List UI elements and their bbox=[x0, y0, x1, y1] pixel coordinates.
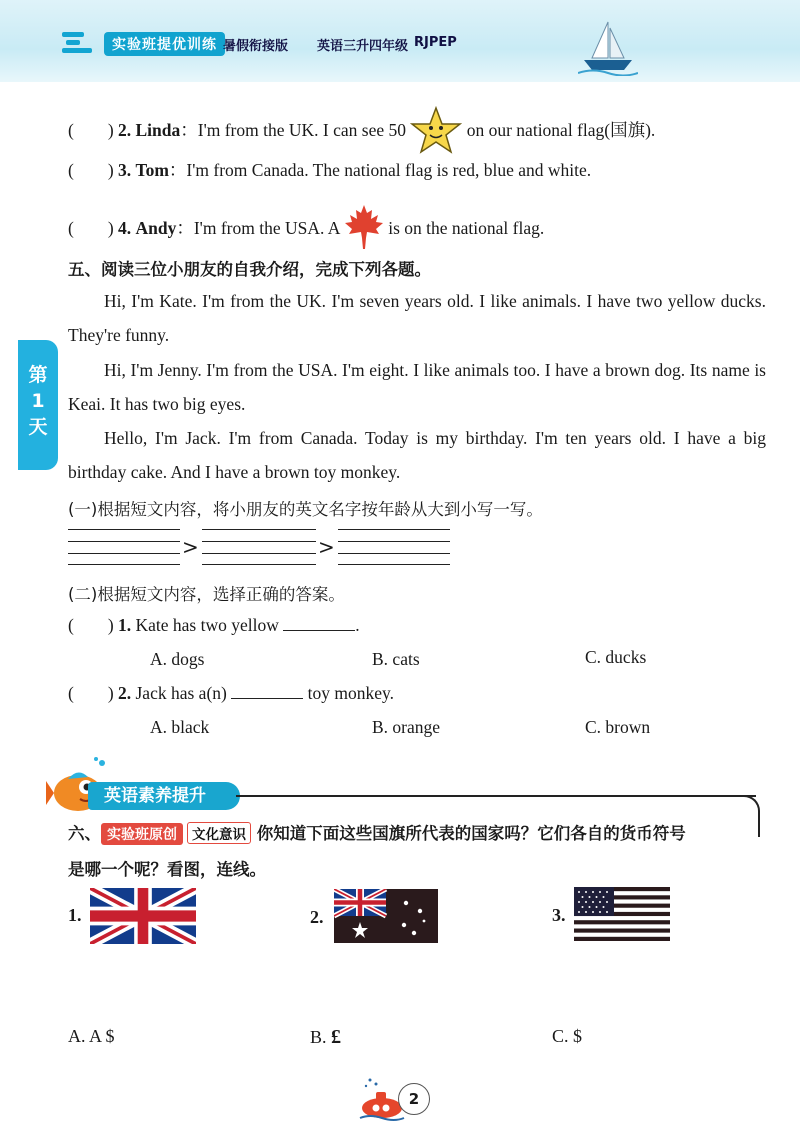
passage-jack: Hello, I'm Jack. I'm from Canada. Today is my birthday. I'm ten years old. I have a big birthday cake. And I have a brown toy monkey. bbox=[68, 428, 766, 482]
currency-option-c[interactable]: C. $ bbox=[552, 1026, 583, 1046]
day-tab-line3: 天 bbox=[28, 416, 48, 438]
culture-tag: 文化意识 bbox=[187, 822, 251, 844]
option-a[interactable]: A. black bbox=[150, 717, 210, 737]
fill-blank[interactable] bbox=[283, 616, 355, 631]
answer-paren-open[interactable]: ( bbox=[68, 615, 74, 635]
q4-item-2: ( ) 2. Linda：I'm from the UK. I can see 50 on our national flag(国旗). bbox=[68, 106, 655, 154]
fill-blank[interactable] bbox=[231, 684, 303, 699]
page-number: 2 bbox=[398, 1083, 430, 1115]
currency-symbol: £ bbox=[331, 1026, 342, 1048]
currency-symbol: $ bbox=[573, 1026, 583, 1046]
day-tab-line2: 1 bbox=[31, 390, 45, 412]
section-banner: 英语素养提升 bbox=[88, 782, 240, 810]
brand-title: 实验班提优训练 bbox=[104, 32, 225, 56]
answer-paren-open[interactable]: ( bbox=[68, 683, 74, 703]
passage-kate: Hi, I'm Kate. I'm from the UK. I'm seven years old. I like animals. I have two yellow ducks. They're funny. bbox=[68, 291, 766, 345]
subject-label: 英语三升四年级 bbox=[317, 39, 409, 54]
choice-question-2: ( ) 2. Jack has a(n) toy monkey. bbox=[68, 683, 394, 703]
uk-flag-icon[interactable] bbox=[90, 888, 196, 944]
option-b[interactable]: B. orange bbox=[372, 717, 441, 737]
section6-title: 六、 实验班原创 文化意识 你知道下面这些国旗所代表的国家吗？它们各自的货币符号 bbox=[68, 824, 686, 843]
q4-item-4: ( ) 4. Andy：I'm from the USA. A is on the national flag. bbox=[68, 204, 544, 250]
usa-flag-icon[interactable] bbox=[574, 887, 670, 941]
currency-option-a[interactable]: A. A $ bbox=[68, 1026, 115, 1046]
speaker-name: Andy bbox=[135, 218, 177, 238]
greater-than-sign: > bbox=[182, 535, 199, 559]
greater-than-sign: > bbox=[318, 535, 335, 559]
speaker-name: Tom bbox=[135, 160, 169, 180]
q4-item-3: ( ) 3. Tom：I'm from Canada. The national flag is red, blue and white. bbox=[68, 160, 592, 180]
page-header bbox=[0, 0, 800, 82]
option-c[interactable]: C. brown bbox=[585, 717, 651, 737]
choice-question-1: ( ) 1. Kate has two yellow . bbox=[68, 615, 360, 635]
part1-title: (一)根据短文内容，将小朋友的英文名字按年龄从大到小写一写。 bbox=[68, 500, 543, 519]
answer-paren-close: ) bbox=[107, 160, 114, 180]
sailboat-icon bbox=[578, 18, 638, 76]
flag-number: 3. bbox=[552, 905, 566, 925]
day-tab bbox=[18, 340, 58, 470]
answer-line[interactable] bbox=[202, 529, 316, 530]
answer-paren-open[interactable]: ( bbox=[68, 218, 74, 238]
option-c[interactable]: C. ducks bbox=[585, 647, 647, 667]
option-b[interactable]: B. cats bbox=[372, 649, 420, 669]
answer-line[interactable] bbox=[68, 529, 180, 530]
answer-paren-close: ) bbox=[107, 120, 114, 140]
version-label: RJPEP bbox=[414, 35, 457, 50]
section6-title-line2: 是哪一个呢？看图，连线。 bbox=[68, 860, 266, 879]
original-tag: 实验班原创 bbox=[101, 823, 183, 845]
star-icon bbox=[410, 106, 462, 154]
flag-number: 1. bbox=[68, 905, 82, 925]
australia-flag-icon[interactable] bbox=[334, 889, 438, 943]
option-a[interactable]: A. dogs bbox=[150, 649, 205, 669]
maple-leaf-icon bbox=[344, 204, 384, 250]
flag-number: 2. bbox=[310, 907, 324, 927]
answer-paren-close: ) bbox=[107, 615, 114, 635]
answer-paren-close: ) bbox=[107, 218, 114, 238]
passage-jenny: Hi, I'm Jenny. I'm from the USA. I'm eight. I like animals too. I have a brown dog. Its name is Keai. It has two big eyes. bbox=[68, 360, 766, 414]
answer-paren-open[interactable]: ( bbox=[68, 160, 74, 180]
edition-label: 暑假衔接版 bbox=[223, 39, 289, 54]
section5-title: 五、阅读三位小朋友的自我介绍，完成下列各题。 bbox=[68, 260, 431, 279]
currency-option-b[interactable]: B. £ bbox=[310, 1026, 342, 1048]
day-tab-line1: 第 bbox=[28, 364, 48, 386]
currency-symbol: A $ bbox=[89, 1026, 115, 1046]
answer-paren-close: ) bbox=[107, 683, 114, 703]
part2-title: (二)根据短文内容，选择正确的答案。 bbox=[68, 585, 345, 604]
answer-paren-open[interactable]: ( bbox=[68, 120, 74, 140]
answer-line[interactable] bbox=[338, 529, 450, 530]
brand-logo-icon bbox=[62, 30, 98, 56]
speaker-name: Linda bbox=[135, 120, 181, 140]
